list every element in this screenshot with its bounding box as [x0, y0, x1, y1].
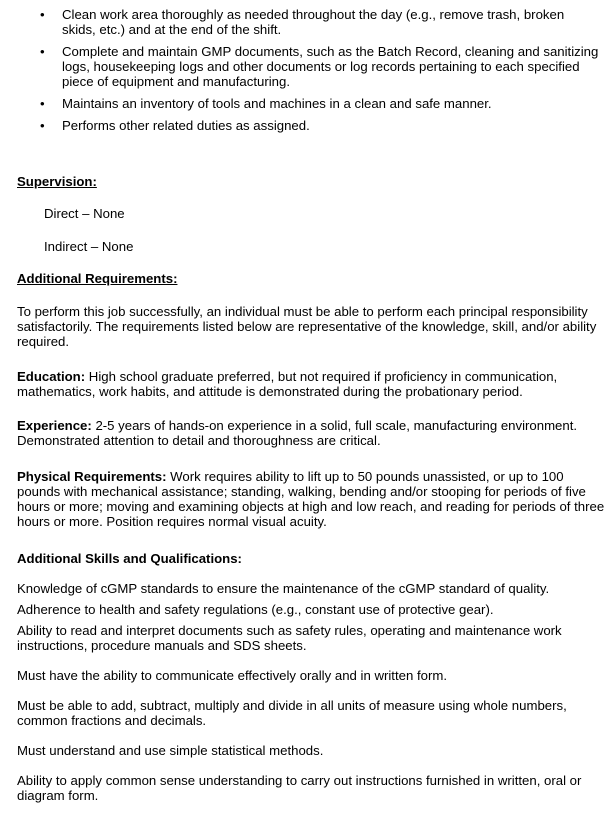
bullet-icon: • — [40, 7, 45, 22]
duty-text: Complete and maintain GMP documents, such as the Batch Record, cleaning and sanitizing logs, housekeeping logs and other documents or log records pertaining to each specified piece of equipment and manufacturing. — [62, 44, 599, 89]
physical-text: Work requires ability to lift up to 50 pounds unassisted, or up to 100 pounds with mechanical assistance; standing, walking, bending and/or stooping for periods of five hours or more; moving and examining objects at high and low reach, and reading for periods of three hours or more. Position requires normal visual acuity. — [17, 469, 605, 529]
physical-label: Physical Requirements: — [17, 469, 167, 484]
bullet-icon: • — [40, 44, 45, 59]
bullet-icon: • — [40, 96, 45, 111]
additional-requirements-heading: Additional Requirements: — [17, 271, 178, 286]
supervision-indirect: Indirect – None — [44, 239, 134, 254]
skill-item: Knowledge of cGMP standards to ensure the maintenance of the cGMP standard of quality. — [17, 581, 550, 596]
supervision-direct: Direct – None — [44, 206, 125, 221]
requirements-intro: To perform this job successfully, an individual must be able to perform each principal responsibility satisfactorily. The requirements listed below are representative of the knowledge, skill, and/or ability required. — [17, 304, 597, 349]
list-item — [0, 118, 614, 133]
list-item — [0, 44, 614, 89]
experience-label: Experience: — [17, 418, 92, 433]
supervision-heading: Supervision: — [17, 174, 97, 189]
duty-text: Performs other related duties as assigned. — [62, 118, 310, 133]
skill-item: Must be able to add, subtract, multiply and divide in all units of measure using whole numbers, common fractions and decimals. — [17, 698, 567, 728]
education-paragraph — [17, 369, 607, 399]
list-item — [0, 7, 614, 37]
education-text: High school graduate preferred, but not required if proficiency in communication, mathematics, work habits, and attitude is demonstrated during the probationary period. — [17, 369, 558, 399]
duty-text: Clean work area thoroughly as needed throughout the day (e.g., remove trash, broken skids, etc.) and at the end of the shift. — [62, 7, 565, 37]
physical-paragraph — [17, 469, 607, 529]
skill-item: Ability to read and interpret documents such as safety rules, operating and maintenance work instructions, procedure manuals and SDS sheets. — [17, 623, 562, 653]
experience-text: 2-5 years of hands-on experience in a solid, full scale, manufacturing environment. Demonstrated attention to detail and thoroughness are critical. — [17, 418, 578, 448]
experience-paragraph — [17, 418, 607, 448]
skill-item: Must have the ability to communicate effectively orally and in written form. — [17, 668, 448, 683]
skill-item: Adherence to health and safety regulations (e.g., constant use of protective gear). — [17, 602, 494, 617]
skills-heading: Additional Skills and Qualifications: — [17, 551, 242, 566]
list-item — [0, 96, 614, 111]
duties-list — [0, 7, 614, 140]
bullet-icon: • — [40, 118, 45, 133]
education-label: Education: — [17, 369, 86, 384]
skill-item: Ability to apply common sense understanding to carry out instructions furnished in written, oral or diagram form. — [17, 773, 582, 803]
duty-text: Maintains an inventory of tools and machines in a clean and safe manner. — [62, 96, 492, 111]
skill-item: Must understand and use simple statistical methods. — [17, 743, 324, 758]
